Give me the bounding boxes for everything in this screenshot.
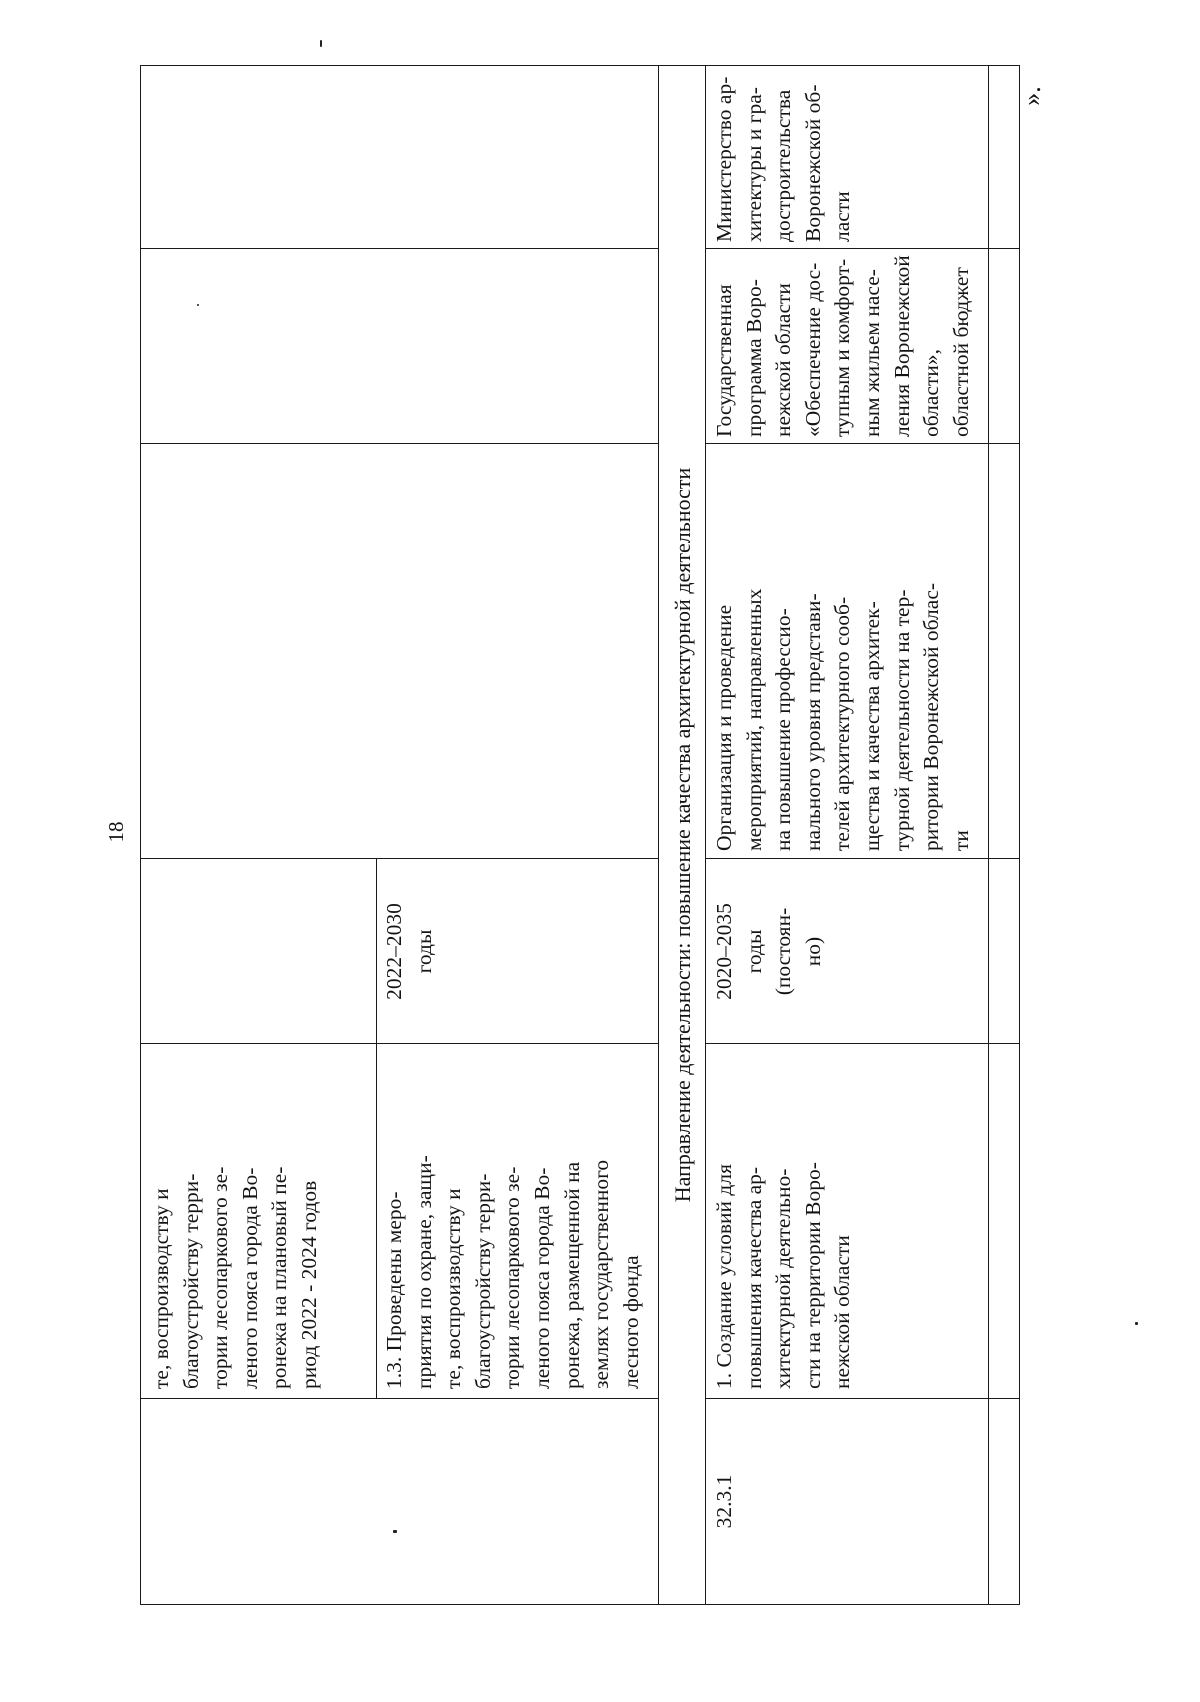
cell-executor-empty — [141, 64, 658, 249]
text-line: телей архитектурного сооб- — [830, 596, 855, 851]
text-line: «Обеспечение дос- — [800, 262, 825, 437]
cell-description-empty — [141, 444, 658, 859]
text-line: 1.3. Проведены меро- — [382, 1191, 406, 1389]
text-line: 2020–2035 — [712, 903, 736, 1000]
text-line: тории лесопаркового зе- — [208, 1166, 233, 1389]
text-line: ти — [948, 830, 973, 851]
table-row — [706, 66, 988, 1604]
text-line: ронежа на плановый пе- — [267, 1166, 292, 1389]
cell-result-1-3 — [376, 1044, 658, 1399]
text-line: нежской области — [771, 283, 796, 437]
text-line: Государственная — [712, 284, 736, 437]
text-line: щества и качества архитек- — [859, 601, 884, 851]
closing-quote-mark: ». — [1017, 86, 1046, 106]
text-line: тупным и комфорт- — [830, 258, 855, 437]
text-line: ритории Воронежской облас- — [919, 582, 944, 851]
text-line: 1. Создание условий для — [712, 1164, 736, 1389]
scan-speck — [320, 40, 322, 47]
text-line: программа Воро- — [741, 279, 766, 437]
text-line: леного пояса города Во- — [529, 1167, 554, 1389]
text-line: мероприятий, направленных — [741, 588, 766, 851]
cell-result — [706, 1044, 988, 1399]
text-line: приятия по охране, защи- — [411, 1155, 436, 1389]
text-line: Организация и проведение — [712, 604, 736, 851]
text-line: Министерство ар- — [712, 76, 736, 242]
text-line: 2022–2030 — [382, 903, 406, 1000]
text-line: сти на территории Воро- — [800, 1162, 825, 1389]
text-line: землях государственного — [589, 1159, 614, 1389]
text-line: Воронежской об- — [800, 84, 825, 242]
text-line: те, воспроизводству и — [149, 1188, 173, 1389]
text-line: те, воспроизводству и — [441, 1188, 466, 1389]
cell-executor — [706, 64, 988, 249]
text-line: повышения качества ар- — [741, 1166, 766, 1389]
text-line: годы — [741, 929, 766, 974]
cell-result-continuation — [141, 1044, 376, 1399]
text-line: ронежа, размещенной на — [559, 1161, 584, 1389]
direction-heading: Направление деятельности: повышение качества архитектурной деятельности — [670, 467, 695, 1203]
cell-program — [706, 249, 988, 444]
text-line: но) — [800, 936, 825, 967]
text-line: риод 2022 - 2024 годов — [296, 1180, 321, 1389]
page-number: 18 — [104, 821, 128, 843]
text-line: ласти — [830, 191, 855, 242]
text-line: лесного фонда — [618, 1255, 643, 1389]
cell-description — [706, 444, 988, 859]
text-line: нального уровня представи- — [800, 593, 825, 851]
text-line: хитектуры и гра- — [741, 87, 766, 242]
scan-speck — [1135, 1322, 1138, 1325]
text-line: нежской области — [830, 1235, 855, 1389]
text-line: (постоян- — [771, 907, 796, 996]
cell-number-empty — [141, 1399, 658, 1604]
text-line: тории лесопаркового зе- — [500, 1166, 525, 1389]
text-line: благоустройству терри- — [178, 1173, 203, 1389]
cell-period-1-3 — [376, 859, 658, 1044]
cell-number — [706, 1399, 988, 1604]
table-row-continuation — [141, 66, 658, 1604]
table-row-empty — [988, 66, 1019, 1604]
measure-number: 32.3.1 — [712, 1474, 736, 1529]
table-row-direction — [658, 66, 706, 1604]
text-line: ления Воронежской — [889, 255, 914, 437]
text-line: благоустройству терри- — [470, 1173, 495, 1389]
cell-program-empty — [141, 249, 658, 444]
text-line: областной бюджет — [948, 267, 973, 437]
text-line: ным жильем насе- — [859, 269, 884, 437]
program-table — [140, 65, 1020, 1605]
text-line: турной деятельности на тер- — [889, 589, 914, 851]
text-line: хитектурной деятельно- — [771, 1168, 796, 1389]
text-line: на повышение профессио- — [771, 608, 796, 851]
text-line: годы — [411, 929, 436, 974]
text-line: области», — [919, 349, 944, 437]
text-line: достроительства — [771, 89, 796, 242]
cell-period — [706, 859, 988, 1044]
text-line: леного пояса города Во- — [237, 1167, 262, 1389]
